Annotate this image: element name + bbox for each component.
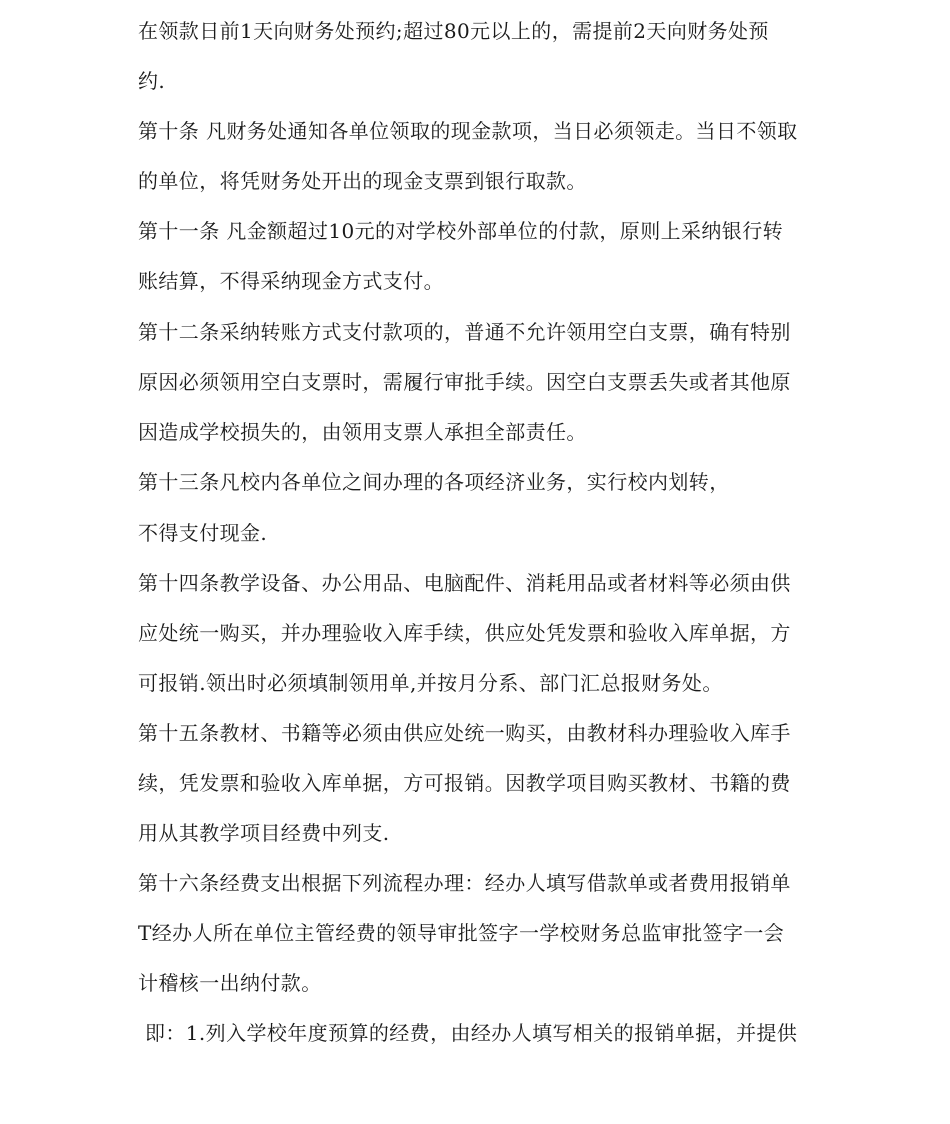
text-line: 因造成学校损失的，由领用支票人承担全部责任。: [138, 420, 587, 444]
text-line: 应处统一购买，并办理验收入库手续，供应处凭发票和验收入库单据，方: [138, 621, 791, 645]
text-line: T经办人所在单位主管经费的领导审批签字一学校财务总监审批签字一会: [138, 921, 785, 945]
text-line: 第十六条经费支出根据下列流程办理：经办人填写借款单或者费用报销单: [138, 871, 791, 895]
text-line: 计稽核一出纳付款。: [138, 971, 322, 995]
text-line: 可报销.领出时必须填制领用单,并按月分系、部门汇总报财务处。: [138, 671, 723, 695]
text-line: 第十四条教学设备、办公用品、电脑配件、消耗用品或者材料等必须由供: [138, 571, 791, 595]
text-line: 第十二条采纳转账方式支付款项的，普通不允许领用空白支票，确有特别: [138, 320, 791, 344]
text-line: 不得支付现金.: [138, 521, 268, 545]
text-line: 第十五条教材、书籍等必须由供应处统一购买，由教材科办理验收入库手: [138, 721, 791, 745]
text-line: 即：1.列入学校年度预算的经费，由经办人填写相关的报销单据，并提供: [145, 1021, 798, 1045]
text-line: 账结算，不得采纳现金方式支付。: [138, 269, 444, 293]
text-line: 第十三条凡校内各单位之间办理的各项经济业务，实行校内划转，: [138, 470, 730, 494]
text-line: 的单位，将凭财务处开出的现金支票到银行取款。: [138, 169, 587, 193]
text-line: 原因必须领用空白支票时，需履行审批手续。因空白支票丢失或者其他原: [138, 370, 791, 394]
text-line: 用从其教学项目经费中列支.: [138, 821, 390, 845]
text-line: 约.: [138, 69, 166, 93]
text-line: 第十条 凡财务处通知各单位领取的现金款项，当日必须领走。当日不领取: [138, 119, 798, 143]
text-line: 在领款日前1天向财务处预约;超过80元以上的，需提前2天向财务处预: [138, 19, 769, 43]
text-line: 续，凭发票和验收入库单据，方可报销。因教学项目购买教材、书籍的费: [138, 771, 791, 795]
text-line: 第十一条 凡金额超过10元的对学校外部单位的付款，原则上采纳银行转: [138, 219, 784, 243]
